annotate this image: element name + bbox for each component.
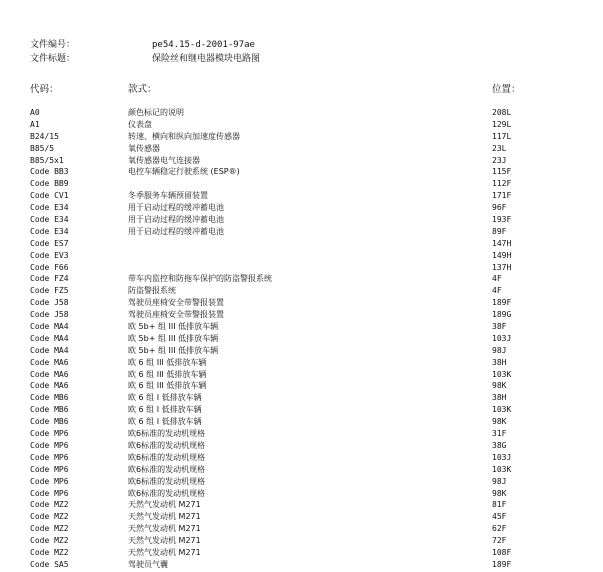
row-description: 欧6标准的发动机规格: [128, 488, 206, 498]
row-description: 欧 6 组 III 低排放车辆: [128, 369, 207, 379]
table-row: [0, 143, 603, 155]
component-table: [0, 107, 603, 571]
row-position: 149H: [492, 250, 512, 260]
doc-title-label: 文件标题：: [30, 54, 76, 64]
row-description: 氧传感器电气连接器: [128, 155, 200, 165]
table-row: [0, 488, 603, 500]
table-row: [0, 523, 603, 535]
row-description: 仪表盘: [128, 119, 152, 129]
row-code: Code BB3: [30, 167, 69, 177]
row-description: 氧传感器: [128, 143, 160, 153]
row-position: 72F: [492, 536, 507, 546]
row-description: 欧 6 组 I 低排放车辆: [128, 405, 202, 415]
doc-number-label: 文件编号：: [30, 40, 76, 50]
row-code: Code MP6: [30, 476, 69, 486]
row-code: Code SA5: [30, 559, 69, 569]
row-code: Code MA6: [30, 357, 69, 367]
row-code: Code MP6: [30, 452, 69, 462]
row-position: 117L: [492, 131, 512, 141]
row-code: Code FZ5: [30, 286, 69, 296]
column-header-pos: 位置：: [492, 84, 521, 95]
doc-title-value: 保险丝和继电器模块电路图: [152, 54, 261, 64]
row-code: B24/15: [30, 131, 59, 141]
row-position: 98K: [492, 417, 507, 427]
row-code: Code J58: [30, 298, 69, 308]
row-description: 欧 6 组 I 低排放车辆: [128, 417, 202, 427]
row-position: 62F: [492, 524, 507, 534]
row-code: Code ES7: [30, 238, 69, 248]
row-position: 38H: [492, 393, 507, 403]
row-description: 颜色标记的说明: [128, 108, 184, 117]
table-row: [0, 535, 603, 547]
row-code: Code EV3: [30, 250, 69, 260]
table-row: [0, 309, 603, 321]
row-code: Code MZ2: [30, 500, 69, 510]
row-description: 欧6标准的发动机规格: [128, 429, 206, 439]
row-position: 98K: [492, 381, 507, 391]
table-row: [0, 559, 603, 571]
row-code: Code E34: [30, 203, 69, 213]
table-row: [0, 119, 603, 131]
row-code: Code MA4: [30, 345, 69, 355]
row-description: 欧6标准的发动机规格: [128, 440, 206, 450]
row-code: Code MZ2: [30, 547, 69, 557]
column-header-desc: 款式：: [128, 84, 157, 95]
table-row: [0, 511, 603, 523]
row-code: Code MZ2: [30, 536, 69, 546]
table-row: [0, 321, 603, 333]
row-position: 81F: [492, 500, 507, 510]
table-row: [0, 499, 603, 511]
table-row: [0, 190, 603, 202]
table-row: [0, 202, 603, 214]
row-position: 108F: [492, 547, 512, 557]
row-position: 189G: [492, 310, 512, 320]
table-row: [0, 476, 603, 488]
row-description: 用于启动过程的缓冲蓄电池: [128, 215, 224, 225]
row-description: 冬季服务车辆预留装置: [128, 191, 208, 201]
row-position: 96F: [492, 203, 507, 213]
row-description: 用于启动过程的缓冲蓄电池: [128, 203, 224, 213]
row-position: 23L: [492, 143, 507, 153]
row-position: 137H: [492, 262, 512, 272]
row-position: 98K: [492, 488, 507, 498]
row-description: 天然气发动机 M271: [128, 500, 201, 510]
row-position: 103J: [492, 333, 512, 343]
row-position: 147H: [492, 238, 512, 248]
table-row: [0, 380, 603, 392]
row-code: Code MA6: [30, 369, 69, 379]
row-position: 4F: [492, 274, 502, 284]
row-position: 189F: [492, 298, 512, 308]
row-position: 103K: [492, 369, 512, 379]
row-code: Code MP6: [30, 488, 69, 498]
row-description: 电控车辆稳定行驶系统 (ESP®): [128, 167, 240, 177]
row-position: 193F: [492, 215, 512, 225]
row-position: 103K: [492, 405, 512, 415]
table-row: [0, 273, 603, 285]
row-description: 天然气发动机 M271: [128, 547, 201, 557]
row-description: 欧 6 组 III 低排放车辆: [128, 381, 207, 391]
column-header-code: 代码：: [30, 84, 59, 95]
row-code: Code MB6: [30, 393, 69, 403]
row-position: 115F: [492, 167, 512, 177]
table-row: [0, 297, 603, 309]
table-row: [0, 452, 603, 464]
row-code: Code J58: [30, 310, 69, 320]
table-row: [0, 345, 603, 357]
table-row: [0, 404, 603, 416]
row-description: 欧6标准的发动机规格: [128, 464, 206, 474]
row-position: 208L: [492, 108, 512, 117]
table-row: [0, 464, 603, 476]
row-position: 31F: [492, 429, 507, 439]
row-description: 天然气发动机 M271: [128, 524, 201, 534]
row-code: Code FZ4: [30, 274, 69, 284]
row-position: 103J: [492, 452, 512, 462]
row-code: Code MP6: [30, 440, 69, 450]
row-description: 欧 5b+ 组 III 低排放车辆: [128, 322, 219, 332]
row-position: 45F: [492, 512, 507, 522]
row-position: 98J: [492, 345, 507, 355]
row-position: 98J: [492, 476, 507, 486]
table-row: [0, 131, 603, 143]
row-code: B85/5x1: [30, 155, 64, 165]
row-code: A0: [30, 108, 40, 117]
table-row: [0, 107, 603, 119]
table-row: [0, 214, 603, 226]
row-code: Code F66: [30, 262, 69, 272]
row-description: 驾驶员座椅安全带警报装置: [128, 298, 224, 308]
row-description: 欧6标准的发动机规格: [128, 452, 206, 462]
row-code: Code BB9: [30, 179, 69, 189]
row-description: 防盗警报系统: [128, 286, 176, 296]
row-position: 129L: [492, 119, 512, 129]
row-code: B85/5: [30, 143, 55, 153]
doc-number-value: pe54.15-d-2001-97ae: [152, 40, 255, 50]
table-row: [0, 250, 603, 262]
table-row: [0, 547, 603, 559]
row-description: 驾驶员座椅安全带警报装置: [128, 310, 224, 320]
table-row: [0, 155, 603, 167]
row-code: Code MB6: [30, 405, 69, 415]
row-code: Code MB6: [30, 417, 69, 427]
row-description: 天然气发动机 M271: [128, 536, 201, 546]
table-row: [0, 369, 603, 381]
row-description: 天然气发动机 M271: [128, 512, 201, 522]
row-description: 欧6标准的发动机规格: [128, 476, 206, 486]
row-description: 欧 5b+ 组 III 低排放车辆: [128, 345, 219, 355]
row-code: Code MA4: [30, 322, 69, 332]
row-code: Code MZ2: [30, 512, 69, 522]
table-row: [0, 416, 603, 428]
table-row: [0, 357, 603, 369]
table-row: [0, 285, 603, 297]
row-code: Code MA4: [30, 333, 69, 343]
row-description: 转速、横向和纵向加速度传感器: [128, 131, 240, 141]
table-row: [0, 178, 603, 190]
row-code: Code MP6: [30, 464, 69, 474]
table-row: [0, 440, 603, 452]
row-description: 欧 5b+ 组 III 低排放车辆: [128, 333, 219, 343]
table-row: [0, 238, 603, 250]
row-description: 欧 6 组 I 低排放车辆: [128, 393, 202, 403]
row-position: 38H: [492, 357, 507, 367]
row-code: A1: [30, 119, 40, 129]
row-position: 103K: [492, 464, 512, 474]
row-description: 用于启动过程的缓冲蓄电池: [128, 226, 224, 236]
row-position: 38G: [492, 440, 507, 450]
table-row: [0, 226, 603, 238]
table-row: [0, 262, 603, 274]
row-code: Code CV1: [30, 191, 69, 201]
row-code: Code E34: [30, 215, 69, 225]
row-code: Code E34: [30, 226, 69, 236]
row-description: 驾驶员气囊: [128, 559, 168, 569]
row-description: 欧 6 组 III 低排放车辆: [128, 357, 207, 367]
row-position: 189F: [492, 559, 512, 569]
table-row: [0, 428, 603, 440]
row-position: 89F: [492, 226, 507, 236]
row-position: 171F: [492, 191, 512, 201]
table-row: [0, 392, 603, 404]
row-code: Code MZ2: [30, 524, 69, 534]
row-position: 38F: [492, 322, 507, 332]
row-description: 带车内监控和防拖车保护的防盗警报系统: [128, 274, 272, 284]
row-position: 4F: [492, 286, 502, 296]
table-row: [0, 333, 603, 345]
table-row: [0, 166, 603, 178]
row-code: Code MP6: [30, 429, 69, 439]
row-position: 112F: [492, 179, 512, 189]
row-position: 23J: [492, 155, 507, 165]
row-code: Code MA6: [30, 381, 69, 391]
